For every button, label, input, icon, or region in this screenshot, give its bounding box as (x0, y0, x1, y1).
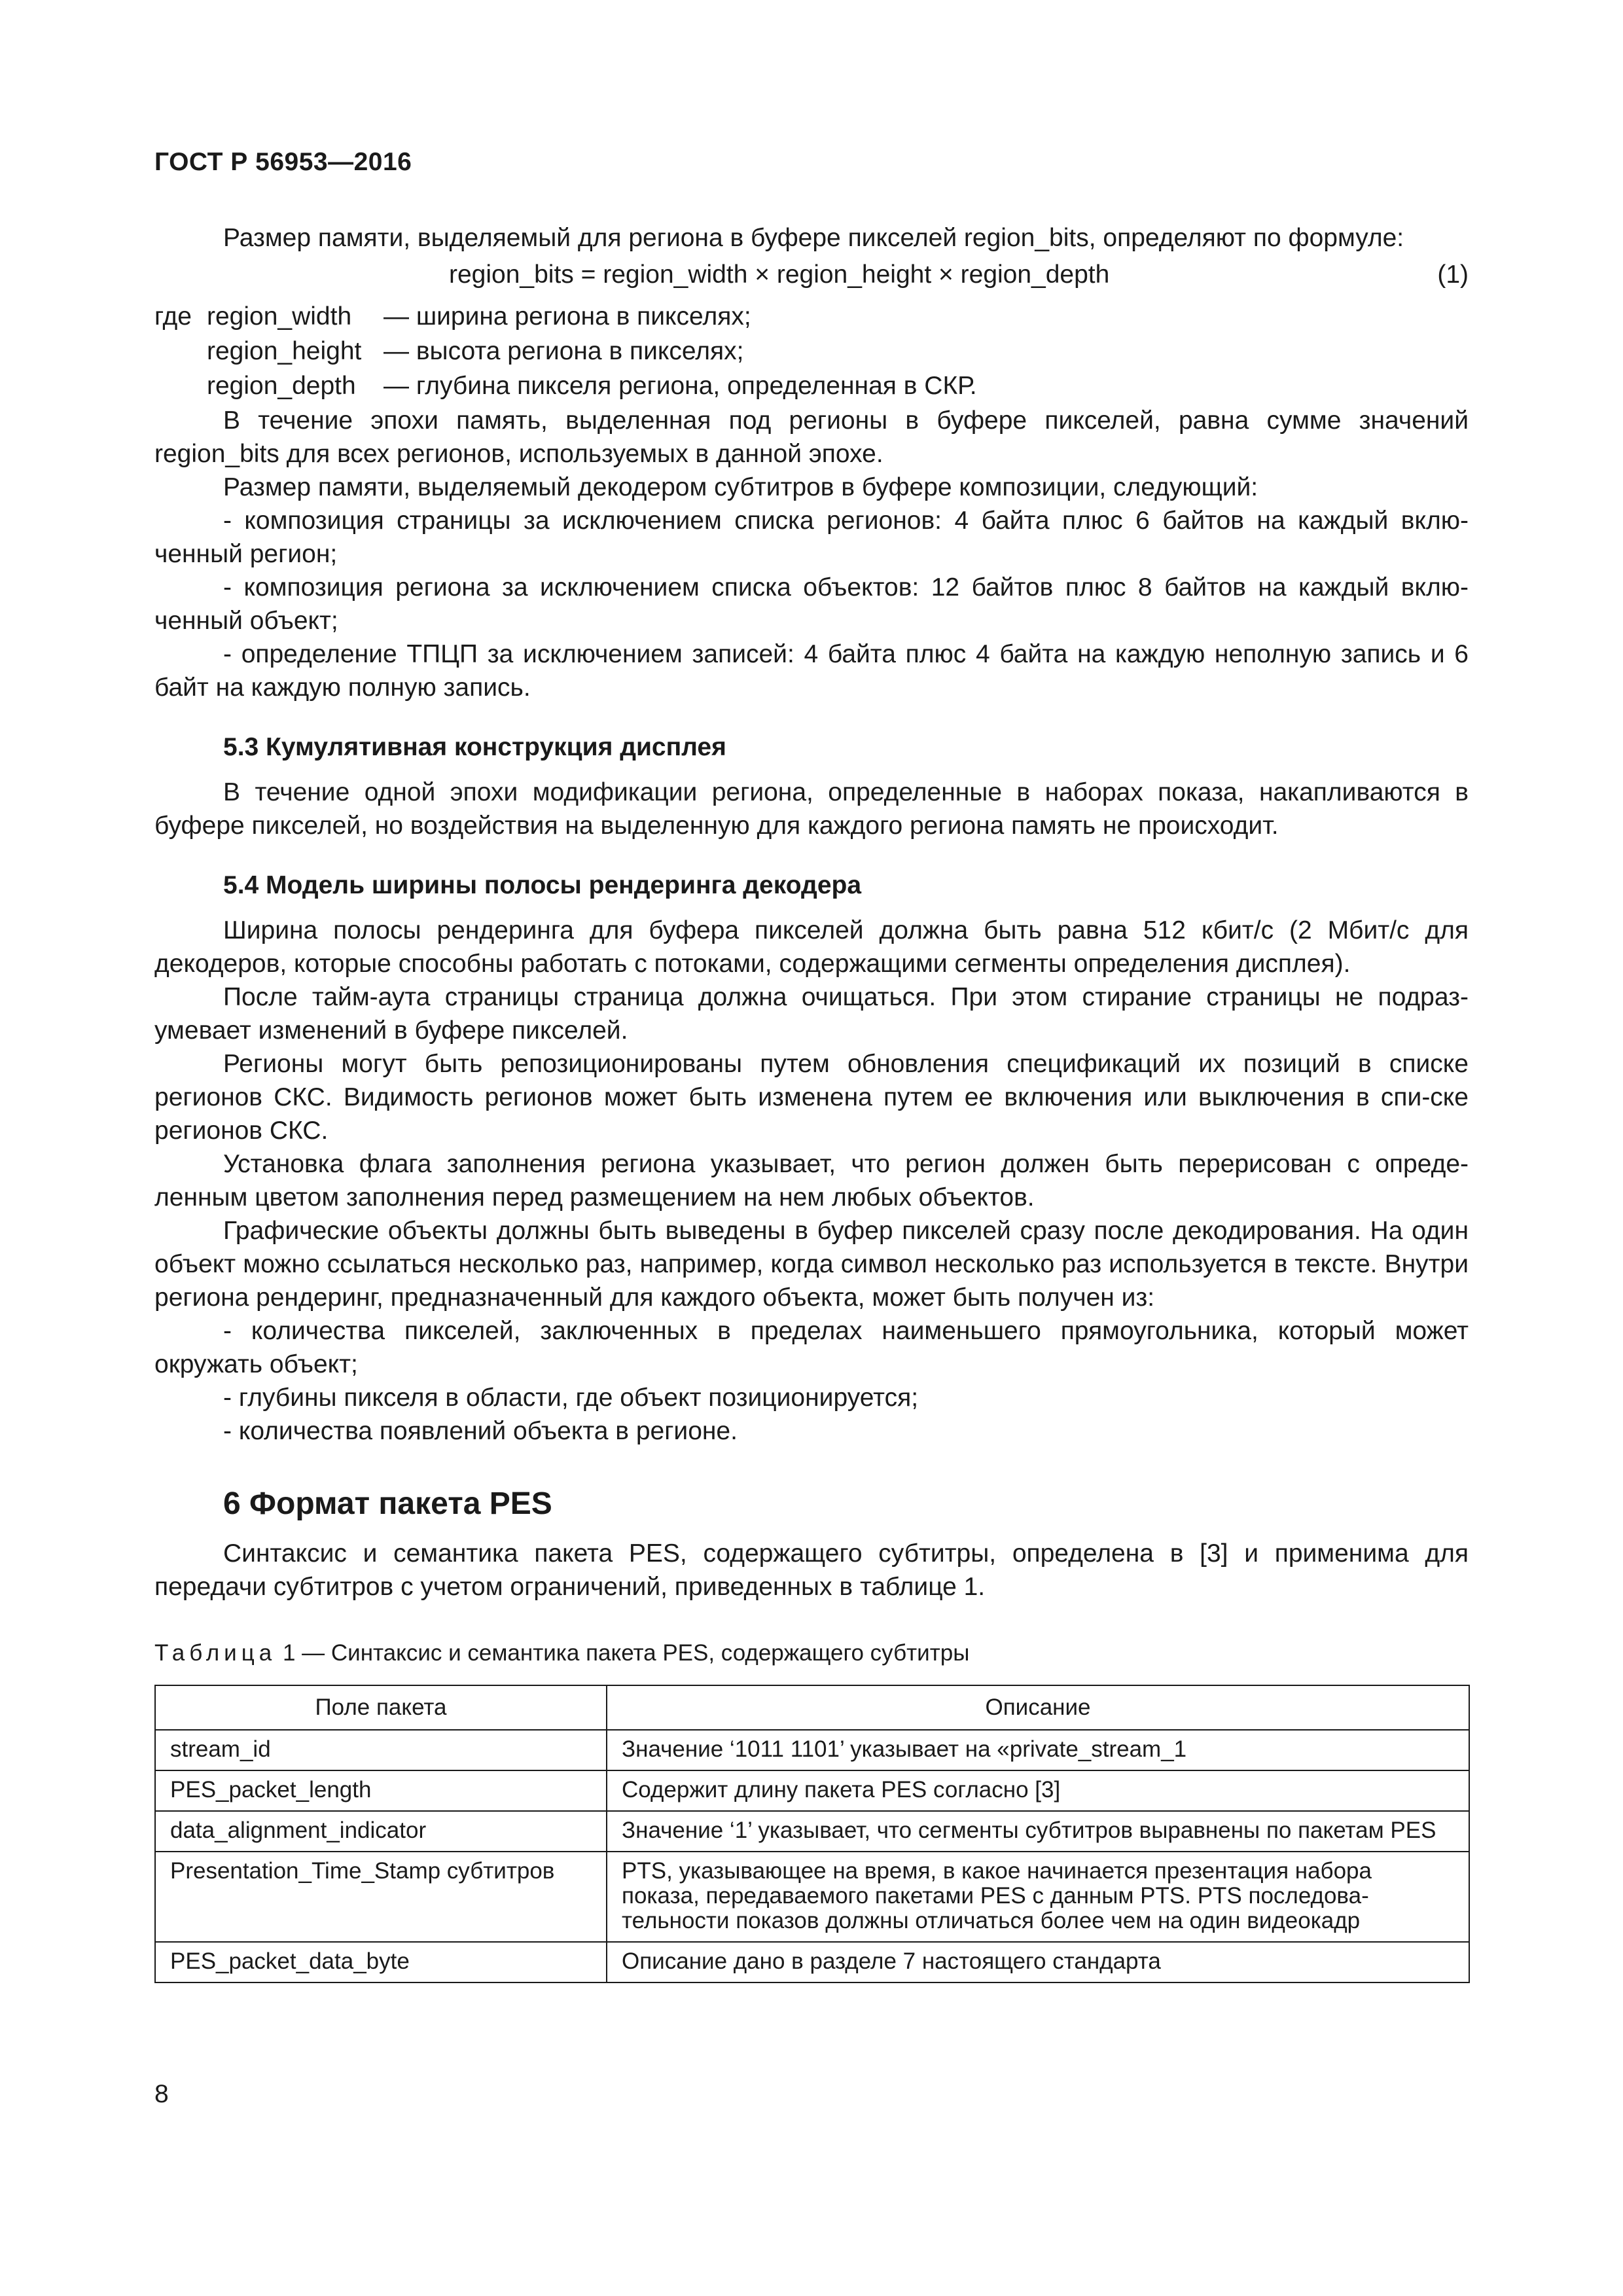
table-cell: data_alignment_indicator (155, 1811, 607, 1852)
document-header: ГОСТ Р 56953—2016 (154, 148, 412, 176)
paragraph: После тайм-аута страницы страница должна очищаться. При этом стирание страницы не подраз-умевает изменений в буфере пикселей. (154, 983, 1469, 1045)
table-row (155, 1730, 1469, 1770)
table-row (155, 1770, 1469, 1811)
table-caption-label: Таблица (154, 1640, 277, 1666)
section-heading-5-3: 5.3 Кумулятивная конструкция дисплея (223, 733, 726, 761)
definition-where: где (154, 302, 192, 331)
pes-table (154, 1685, 1470, 1983)
table-cell: PTS, указывающее на время, в какое начинается презентация набора показа, передаваемого пакетами PES с данным PTS. PTS последова-тельности показов должны отличаться более чем на один видеокадр (607, 1852, 1469, 1942)
definition-desc: — глубина пикселя региона, определенная в СКР. (383, 372, 977, 400)
table-cell: stream_id (155, 1730, 607, 1770)
table-cell: PES_packet_length (155, 1770, 607, 1811)
paragraph: Графические объекты должны быть выведены в буфер пикселей сразу после декодирования. На один объект можно ссылаться несколько раз, например, когда символ несколько раз используется в тексте. Внутри региона рендеринг, предназначенный для каждого объекта, может быть получен из: (154, 1217, 1469, 1312)
definitions-list (154, 299, 1469, 404)
definition-term: region_width (207, 302, 352, 331)
list-item: - количества пикселей, заключенных в пределах наименьшего прямоугольника, который может окружать объект; (154, 1317, 1469, 1378)
table-header-cell: Поле пакета (155, 1685, 607, 1730)
table-row (155, 1811, 1469, 1852)
paragraph: Размер памяти, выделяемый декодером субтитров в буфере композиции, следующий: (223, 473, 1258, 501)
table-cell: Значение ‘1’ указывает, что сегменты субтитров выравнены по пакетам PES (607, 1811, 1469, 1852)
paragraph: Регионы могут быть репозиционированы путем обновления спецификаций их позиций в списке регионов СКС. Видимость регионов может быть изменена путем ее включения или выключения в спи-ске регионов СКС. (154, 1050, 1469, 1145)
paragraph: Ширина полосы рендеринга для буфера пикселей должна быть равна 512 кбит/с (2 Мбит/с для декодеров, которые способны работать с потоками, содержащими сегменты определения дисплея). (154, 916, 1469, 978)
list-item: - композиция региона за исключением списка объектов: 12 байтов плюс 8 байтов на каждый вклю-ченный объект; (154, 573, 1469, 635)
list-item: - композиция страницы за исключением списка регионов: 4 байта плюс 6 байтов на каждый вклю-ченный регион; (154, 507, 1469, 568)
table-header-row (155, 1685, 1469, 1730)
intro-paragraph: Размер памяти, выделяемый для региона в буфере пикселей region_bits, определяют по формуле: (223, 224, 1404, 252)
table-cell: Значение ‘1011 1101’ указывает на «private_stream_1 (607, 1730, 1469, 1770)
formula-text: region_bits = region_width × region_height × region_depth (449, 260, 1110, 289)
page-number: 8 (154, 2080, 169, 2108)
table-cell: PES_packet_data_byte (155, 1942, 607, 1982)
table-cell: Presentation_Time_Stamp субтитров (155, 1852, 607, 1942)
formula-1 (154, 255, 1469, 295)
table-caption-text: 1 — Синтаксис и семантика пакета PES, содержащего субтитры (282, 1640, 970, 1666)
paragraph: В течение эпохи память, выделенная под регионы в буфере пикселей, равна сумме значений region_bits для всех регионов, используемых в данной эпохе. (154, 406, 1469, 468)
list-item: - глубины пикселя в области, где объект позиционируется; (223, 1384, 919, 1412)
table-header-cell: Описание (607, 1685, 1469, 1730)
definition-term: region_height (207, 337, 362, 365)
section-heading-6: 6 Формат пакета PES (223, 1486, 552, 1521)
definition-desc: — высота региона в пикселях; (383, 337, 744, 365)
definition-desc: — ширина региона в пикселях; (383, 302, 751, 331)
paragraph: Синтаксис и семантика пакета PES, содержащего субтитры, определена в [3] и применима для передачи субтитров с учетом ограничений, приведенных в таблице 1. (154, 1539, 1469, 1601)
formula-number: (1) (1437, 260, 1469, 289)
table-row (155, 1852, 1469, 1942)
table-caption (154, 1639, 1469, 1668)
paragraph: В течение одной эпохи модификации региона, определенные в наборах показа, накапливаются в буфере пикселей, но воздействия на выделенную для каждого региона память не происходит. (154, 778, 1469, 840)
table-cell: Описание дано в разделе 7 настоящего стандарта (607, 1942, 1469, 1982)
definition-term: region_depth (207, 372, 356, 400)
table-cell: Содержит длину пакета PES согласно [3] (607, 1770, 1469, 1811)
paragraph: Установка флага заполнения региона указывает, что регион должен быть перерисован с опреде-ленным цветом заполнения перед размещением на нем любых объектов. (154, 1150, 1469, 1211)
list-item: - определение ТПЦП за исключением записей: 4 байта плюс 4 байта на каждую неполную запись и 6 байт на каждую полную запись. (154, 640, 1469, 702)
document-body (154, 221, 1469, 1983)
table-row (155, 1942, 1469, 1982)
list-item: - количества появлений объекта в регионе. (223, 1417, 738, 1445)
section-heading-5-4: 5.4 Модель ширины полосы рендеринга декодера (223, 871, 862, 899)
